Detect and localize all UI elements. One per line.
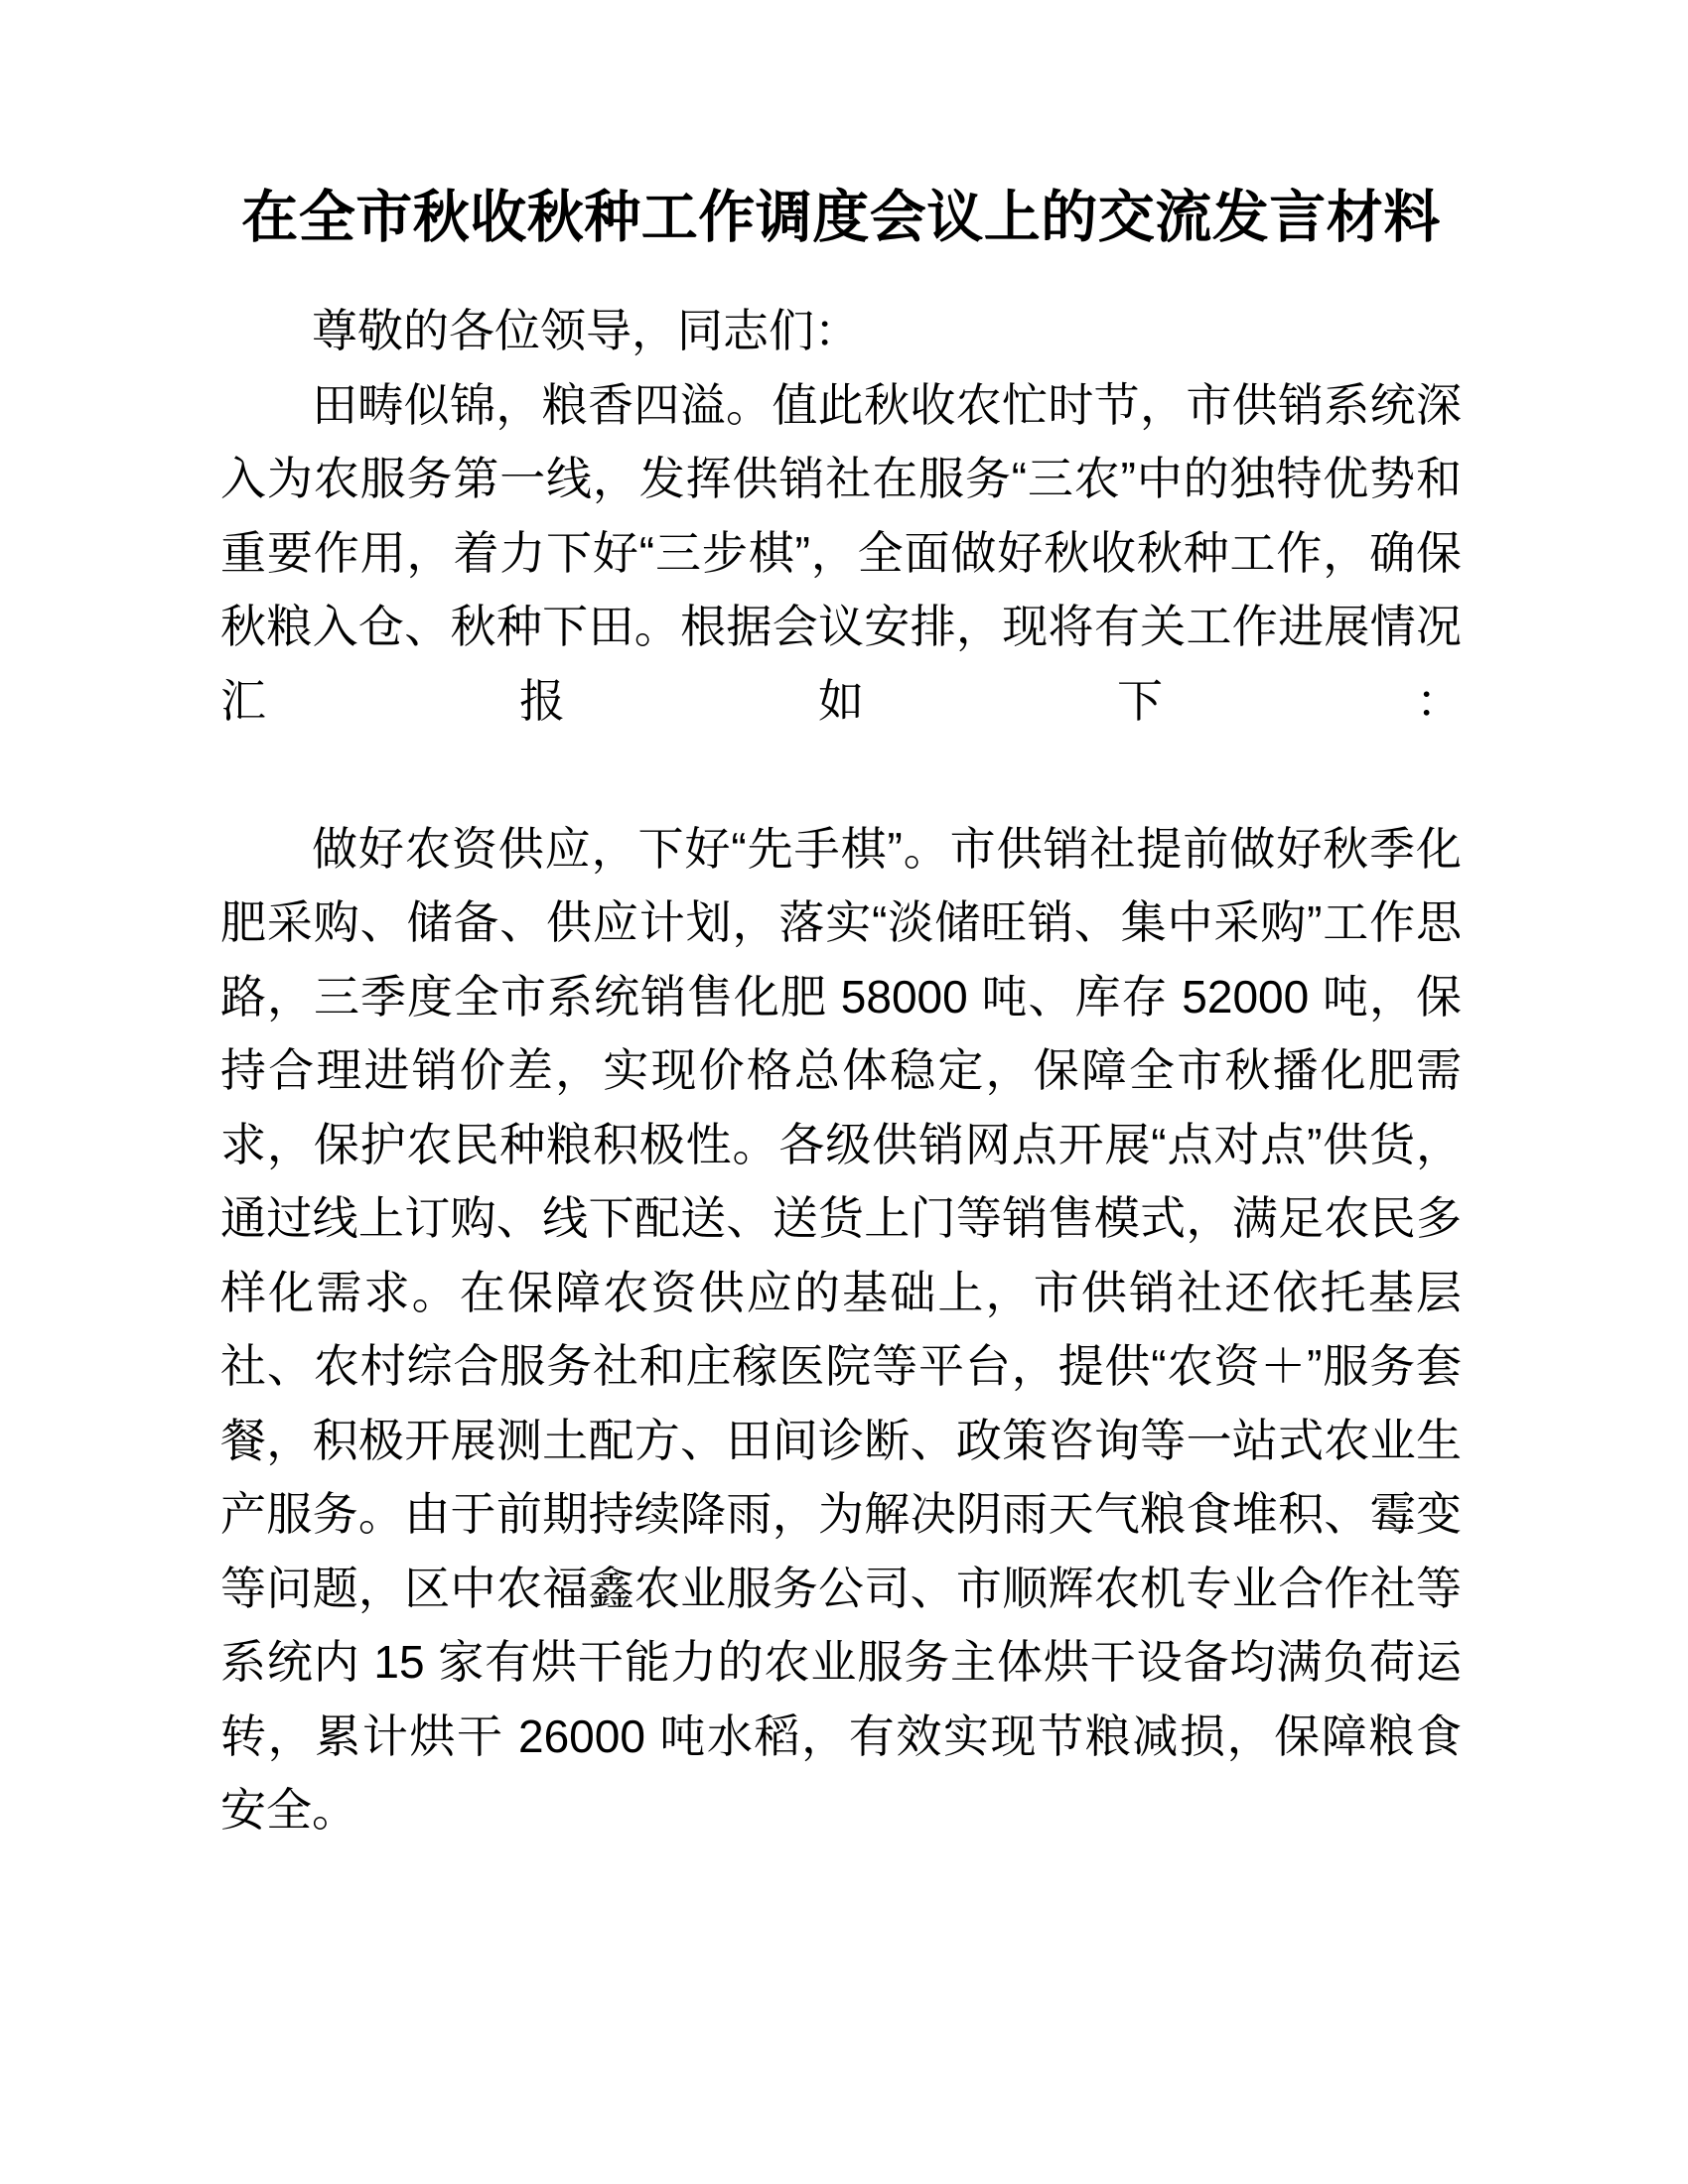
salutation-paragraph: 尊敬的各位领导，同志们： — [312, 305, 860, 356]
document-body — [220, 294, 1462, 1847]
document-content — [220, 0, 1462, 1847]
page-title: 在全市秋收秋种工作调度会议上的交流发言材料 — [241, 186, 1441, 249]
body-paragraph-2: 做好农资供应，下好“先手棋”。市供销社提前做好秋季化肥采购、储备、供应计划，落实“淡储旺销、集中采购”工作思路，三季度全市系统销售化肥 58000 吨、库存 52000 吨，保持合理进销价差，实现价格总体稳定，保障全市秋播化肥需求，保护农民种粮积极性。各级供销网点开展“点对点”供货，通过线上订购、线下配送、送货上门等销售模式，满足农民多样化需求。在保障农资供应的基础上，市供销社还依托基层社、农村综合服务社和庄稼医院等平台，提供“农资＋”服务套餐，积极开展测土配方、田间诊断、政策咨询等一站式农业生产服务。由于前期持续降雨，为解决阴雨天气粮食堆积、霉变等问题，区中农福鑫农业服务公司、市顺辉农机专业合作社等系统内 15 家有烘干能力的农业服务主体烘干设备均满负荷运转，累计烘干 26000 吨水稻，有效实现节粮减损，保障粮食安全。 — [220, 822, 1462, 1836]
body-paragraph-1: 田畴似锦，粮香四溢。值此秋收农忙时节，市供销系统深入为农服务第一线，发挥供销社在服务“三农”中的独特优势和重要作用，着力下好“三步棋”，全面做好秋收秋种工作，确保秋粮入仓、秋种下田。根据会议安排，现将有关工作进展情况汇报如下： — [220, 378, 1462, 727]
